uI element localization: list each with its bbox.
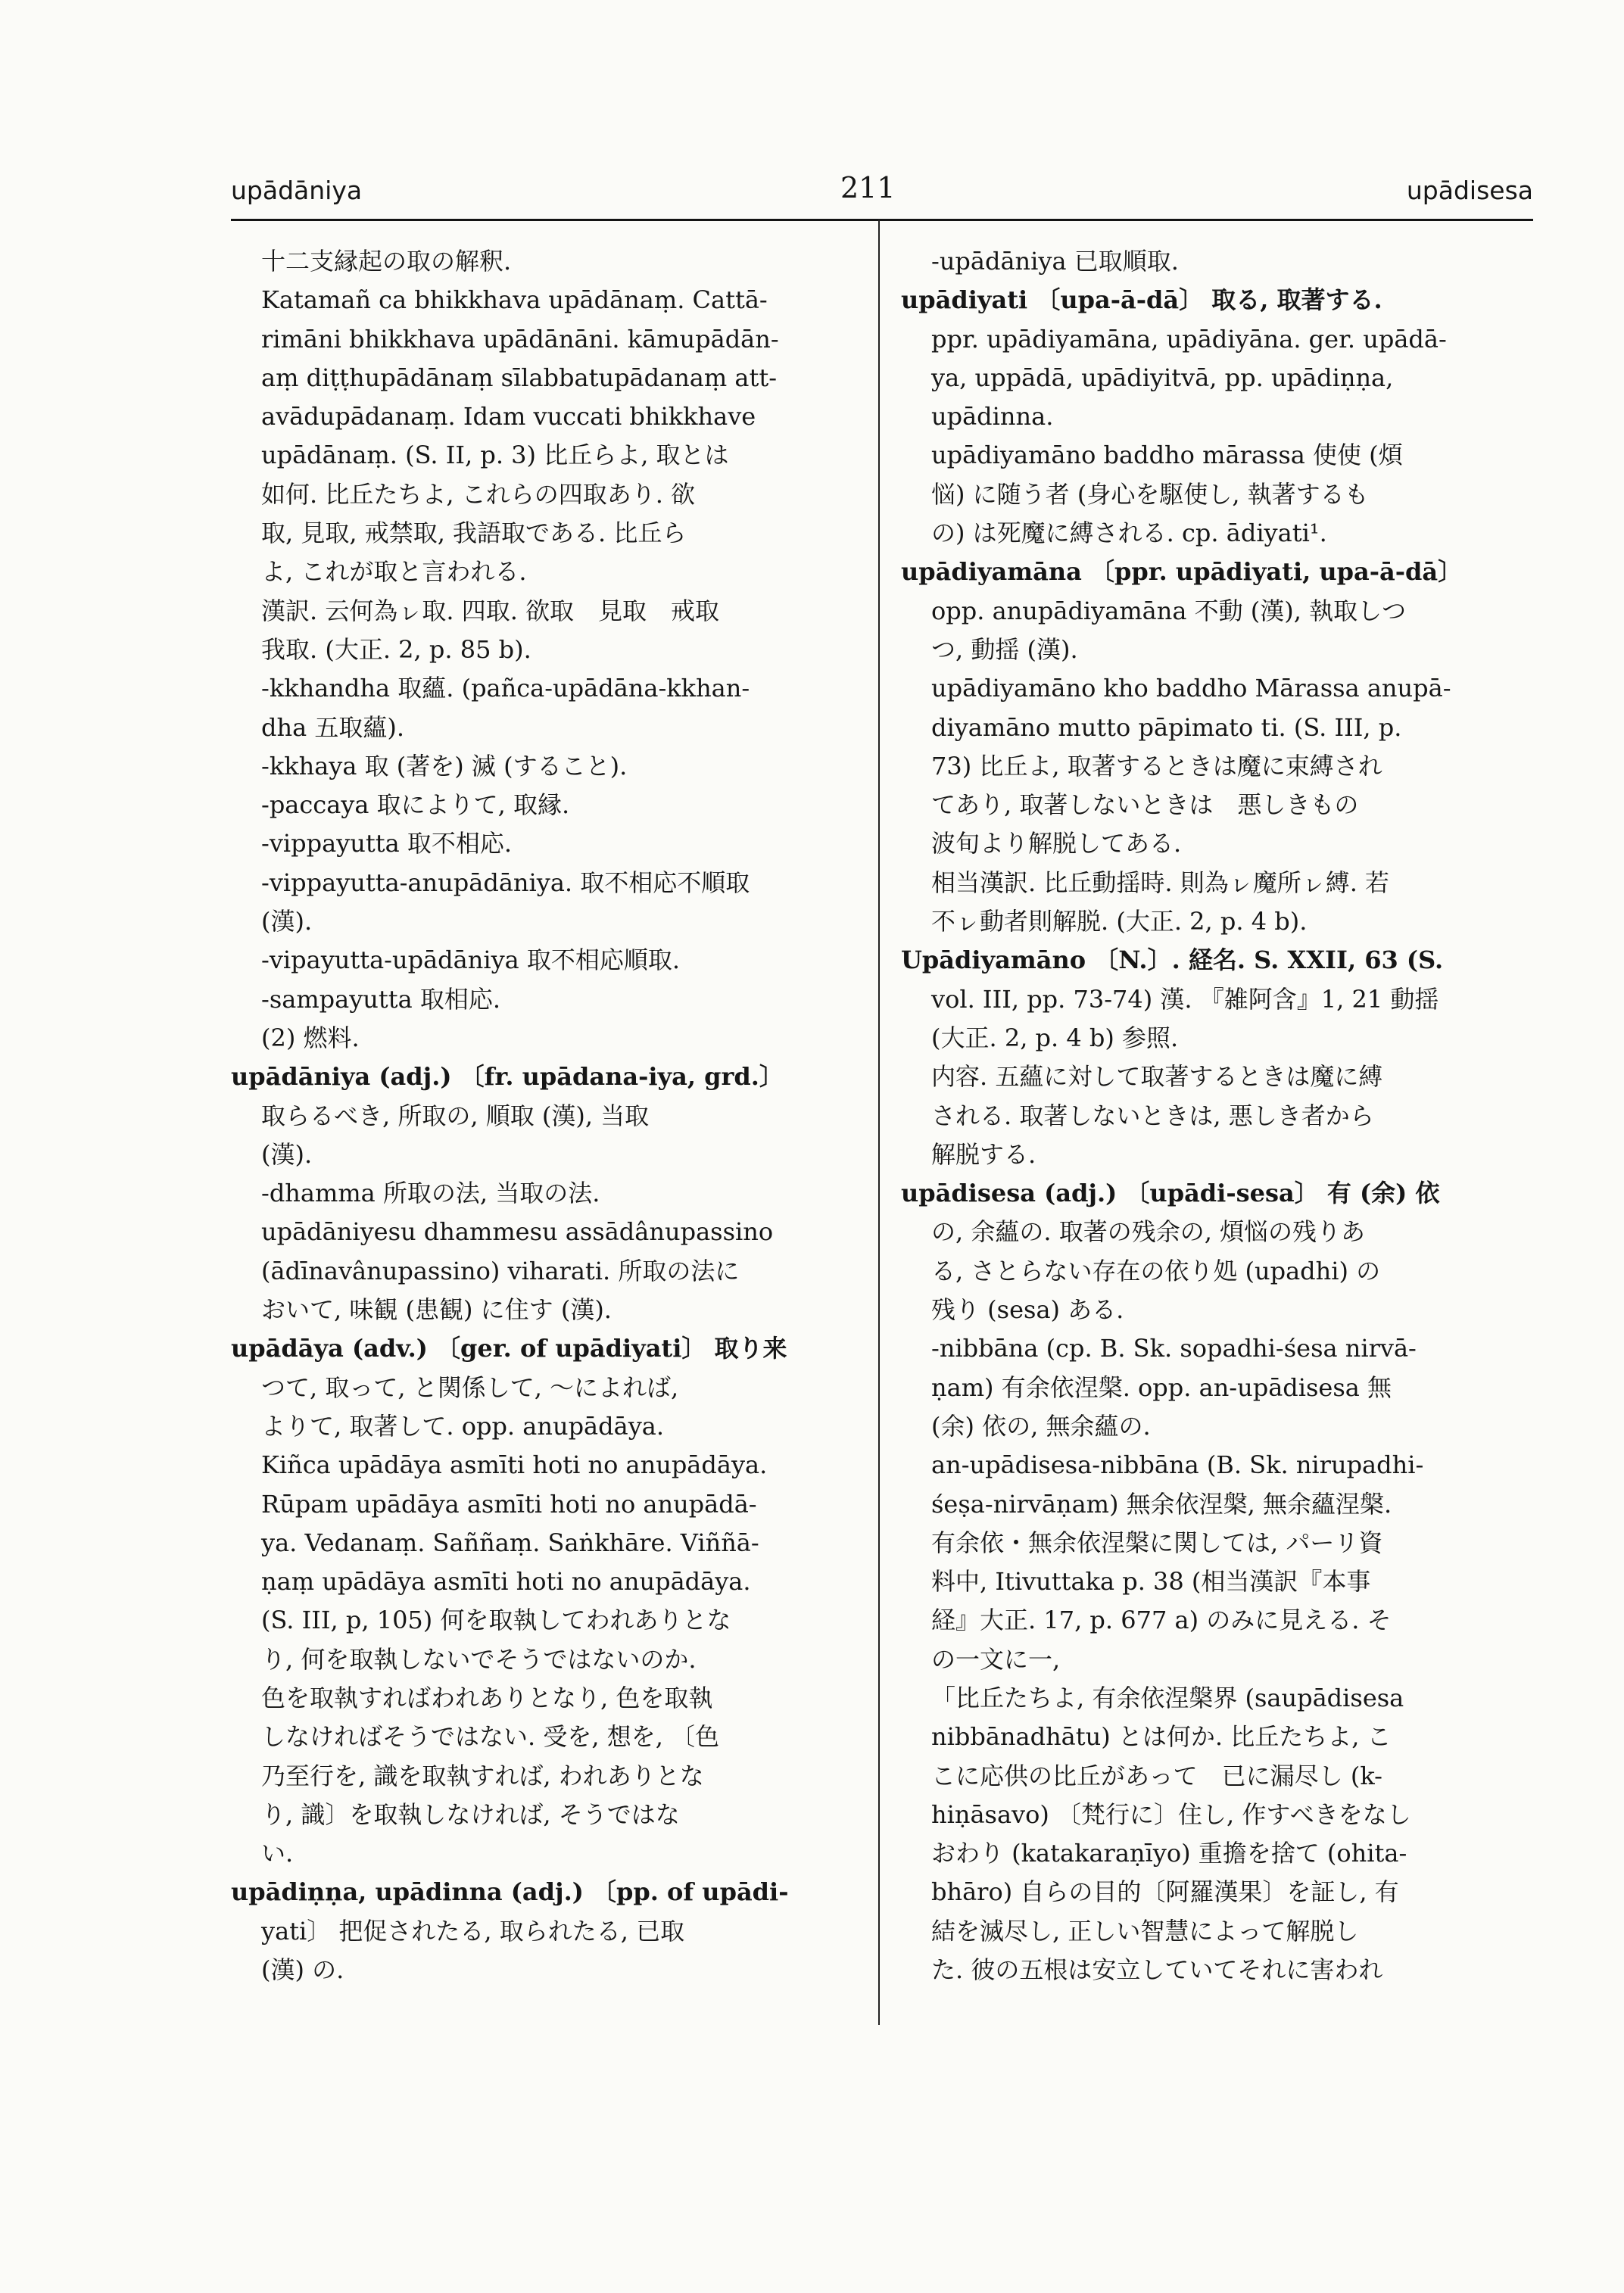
entry-line: 我取. (大正. 2, p. 85 b).: [261, 634, 531, 664]
entry-line: ya. Vedanaṃ. Saññaṃ. Saṅkhāre. Viññā-: [261, 1528, 759, 1557]
entry-line: upādiyamāno kho baddho Mārassa anupā-: [931, 674, 1451, 703]
headword-line: Upādiyamāno 〔N.〕. 経名. S. XXII, 63 (S.: [901, 946, 1444, 975]
entry-line: -vippayutta-anupādāniya. 取不相応不順取: [261, 868, 750, 897]
entry-line: 取らるべき, 所取の, 順取 (漢), 当取: [261, 1101, 650, 1130]
entry-line: -sampayutta 取相応.: [261, 984, 501, 1014]
entry-line: -kkhandha 取蘊. (pañca-upādāna-kkhan-: [261, 674, 750, 703]
right-column: [901, 242, 1507, 1989]
entry-line: dha 五取蘊).: [261, 712, 405, 742]
entry-line: 十二支縁起の取の解釈.: [261, 247, 512, 276]
entry-line: る, さとらない存在の依り処 (upadhi) の: [931, 1256, 1381, 1285]
entry-line: 漢訳. 云何為ㇾ取. 四取. 欲取 見取 戒取: [261, 596, 720, 625]
entry-line: 色を取執すればわれありとなり, 色を取執: [261, 1683, 713, 1712]
entry-line: aṃ diṭṭhupādānaṃ sīlabbatupādanaṃ att-: [261, 363, 777, 392]
entry-line: -upādāniya 已取順取.: [931, 247, 1179, 276]
entry-line: よりて, 取著して. opp. anupādāya.: [261, 1411, 665, 1441]
entry-line: ṇam) 有余依涅槃. opp. an-upādisesa 無: [931, 1372, 1392, 1402]
entry-line: upādānaṃ. (S. II, p. 3) 比丘らよ, 取とは: [261, 441, 729, 470]
entry-line: -nibbāna (cp. B. Sk. sopadhi-śesa nirvā-: [931, 1334, 1417, 1363]
entry-line: り, 識〕を取執しなければ, そうではな: [261, 1799, 680, 1829]
entry-line: ṇaṃ upādāya asmīti hoti no anupādāya.: [261, 1567, 751, 1597]
entry-line: てあり, 取著しないときは 悪しきもの: [931, 790, 1359, 820]
entry-line: Rūpam upādāya asmīti hoti no anupādā-: [261, 1489, 757, 1519]
entry-line: upādiyamāno baddho mārassa 使使 (煩: [931, 441, 1403, 470]
entry-line: śeṣa-nirvāṇam) 無余依涅槃, 無余蘊涅槃.: [931, 1489, 1392, 1519]
entry-line: される. 取著しないときは, 悪しき者から: [931, 1101, 1374, 1130]
entry-line: Kiñca upādāya asmīti hoti no anupādāya.: [261, 1450, 768, 1480]
headword-line: upādāniya (adj.) 〔fr. upādana-iya, grd.〕: [231, 1062, 784, 1092]
entry-line: bhāro) 自らの目的〔阿羅漢果〕を証し, 有: [931, 1877, 1399, 1907]
entry-line: upādāniyesu dhammesu assādânupassino: [261, 1217, 774, 1247]
headword-line: upādiyamāna 〔ppr. upādiyati, upa-ā-dā〕: [901, 557, 1463, 587]
entry-line: 有余依・無余依涅槃に関しては, パーリ資: [931, 1528, 1383, 1557]
entry-line: -dhamma 所取の法, 当取の法.: [261, 1179, 600, 1208]
entry-line: 料中, Itivuttaka p. 38 (相当漢訳『本事: [931, 1567, 1371, 1597]
entry-line: の, 余蘊の. 取著の残余の, 煩悩の残りあ: [931, 1217, 1366, 1247]
entry-line: 乃至行を, 識を取執すれば, われありとな: [261, 1761, 704, 1790]
entry-line: hiṇāsavo) 〔梵行に〕住し, 作すべきをなし: [931, 1799, 1411, 1829]
entry-line: の) は死魔に縛される. cp. ādiyati¹.: [931, 519, 1327, 548]
entry-line: yati〕 把促されたる, 取られたる, 已取: [261, 1916, 685, 1946]
entry-line: -kkhaya 取 (著を) 滅 (すること).: [261, 751, 628, 780]
headword-line: upādāya (adv.) 〔ger. of upādiyati〕 取り来: [231, 1334, 787, 1363]
entry-line: rimāni bhikkhava upādānāni. kāmupādān-: [261, 324, 779, 354]
header-rule: [231, 219, 1533, 221]
entry-line: 解脱する.: [931, 1139, 1036, 1169]
headword-line: upādiṇṇa, upādinna (adj.) 〔pp. of upādi-: [231, 1877, 789, 1907]
entry-line: い.: [261, 1839, 294, 1868]
entry-line: (ādīnavânupassino) viharati. 所取の法に: [261, 1256, 740, 1285]
entry-line: 結を滅尽し, 正しい智慧によって解脱し: [931, 1916, 1359, 1946]
entry-line: 不ㇾ動者則解脱. (大正. 2, p. 4 b).: [931, 907, 1308, 936]
header-right-guideword: upādisesa: [1406, 176, 1533, 205]
entry-line: upādinna.: [931, 402, 1054, 431]
entry-line: しなければそうではない. 受を, 想を, 〔色: [261, 1722, 720, 1752]
headword-line: upādisesa (adj.) 〔upādi-sesa〕 有 (余) 依: [901, 1179, 1440, 1208]
entry-line: (漢).: [261, 907, 313, 936]
entry-line: つて, 取って, と関係して, ～によれば,: [261, 1372, 679, 1402]
entry-line: 残り (sesa) ある.: [931, 1295, 1124, 1325]
entry-line: nibbānadhātu) とは何か. 比丘たちよ, こ: [931, 1722, 1392, 1752]
entry-line: た. 彼の五根は安立していてそれに害われ: [931, 1955, 1383, 1985]
entry-line: avādupādanaṃ. Idam vuccati bhikkhave: [261, 402, 756, 431]
entry-line: (余) 依の, 無余蘊の.: [931, 1411, 1151, 1441]
column-divider: [878, 220, 880, 2025]
entry-line: り, 何を取執しないでそうではないのか.: [261, 1644, 697, 1674]
entry-line: 内容. 五蘊に対して取著するときは魔に縛: [931, 1062, 1383, 1092]
header-left-guideword: upādāniya: [231, 176, 363, 205]
entry-line: Katamañ ca bhikkhava upādānaṃ. Cattā-: [261, 285, 768, 315]
left-column: [231, 242, 837, 1989]
entry-line: 「比丘たちよ, 有余依涅槃界 (saupādisesa: [931, 1683, 1404, 1712]
entry-line: 相当漢訳. 比丘動揺時. 則為ㇾ魔所ㇾ縛. 若: [931, 868, 1390, 897]
entry-line: 悩) に随う者 (身心を駆使し, 執著するも: [931, 479, 1369, 509]
entry-line: (2) 燃料.: [261, 1023, 360, 1052]
entry-line: vol. III, pp. 73-74) 漢. 『雑阿含』1, 21 動揺: [931, 984, 1439, 1014]
entry-line: ya, uppādā, upādiyitvā, pp. upādiṇṇa,: [931, 363, 1394, 392]
entry-line: こに応供の比丘があって 已に漏尽し (k-: [931, 1761, 1382, 1790]
entry-line: -vippayutta 取不相応.: [261, 829, 513, 858]
entry-line: おいて, 味観 (患観) に住す (漢).: [261, 1295, 612, 1325]
entry-line: an-upādisesa-nibbāna (B. Sk. nirupadhi-: [931, 1450, 1424, 1480]
entry-line: (大正. 2, p. 4 b) 参照.: [931, 1023, 1179, 1052]
entry-line: -vipayutta-upādāniya 取不相応順取.: [261, 946, 681, 975]
running-header: [231, 171, 1533, 221]
entry-line: の一文に一,: [931, 1644, 1061, 1674]
entry-line: (漢) の.: [261, 1955, 344, 1985]
entry-line: opp. anupādiyamāna 不動 (漢), 執取しつ: [931, 596, 1407, 625]
entry-line: 取, 見取, 戒禁取, 我語取である. 比丘ら: [261, 519, 687, 548]
entry-line: (漢).: [261, 1139, 313, 1169]
entry-line: 如何. 比丘たちよ, これらの四取あり. 欲: [261, 479, 696, 509]
entry-line: つ, 動揺 (漢).: [931, 634, 1078, 664]
page-number: 211: [840, 171, 896, 204]
entry-line: ppr. upādiyamāna, upādiyāna. ger. upādā-: [931, 324, 1447, 354]
entry-line: おわり (katakaraṇīyo) 重擔を捨て (ohita-: [931, 1839, 1407, 1868]
headword-line: upādiyati 〔upa-ā-dā〕 取る, 取著する.: [901, 285, 1382, 315]
entry-line: 波旬より解脱してある.: [931, 829, 1182, 858]
entry-line: (S. III, p, 105) 何を取執してわれありとな: [261, 1606, 731, 1635]
entry-line: よ, これが取と言われる.: [261, 557, 527, 587]
entry-line: diyamāno mutto pāpimato ti. (S. III, p.: [931, 712, 1402, 742]
entry-line: 73) 比丘よ, 取著するときは魔に束縛され: [931, 751, 1382, 780]
entry-line: 経』大正. 17, p. 677 a) のみに見える. そ: [931, 1606, 1392, 1635]
entry-line: -paccaya 取によりて, 取縁.: [261, 790, 570, 820]
